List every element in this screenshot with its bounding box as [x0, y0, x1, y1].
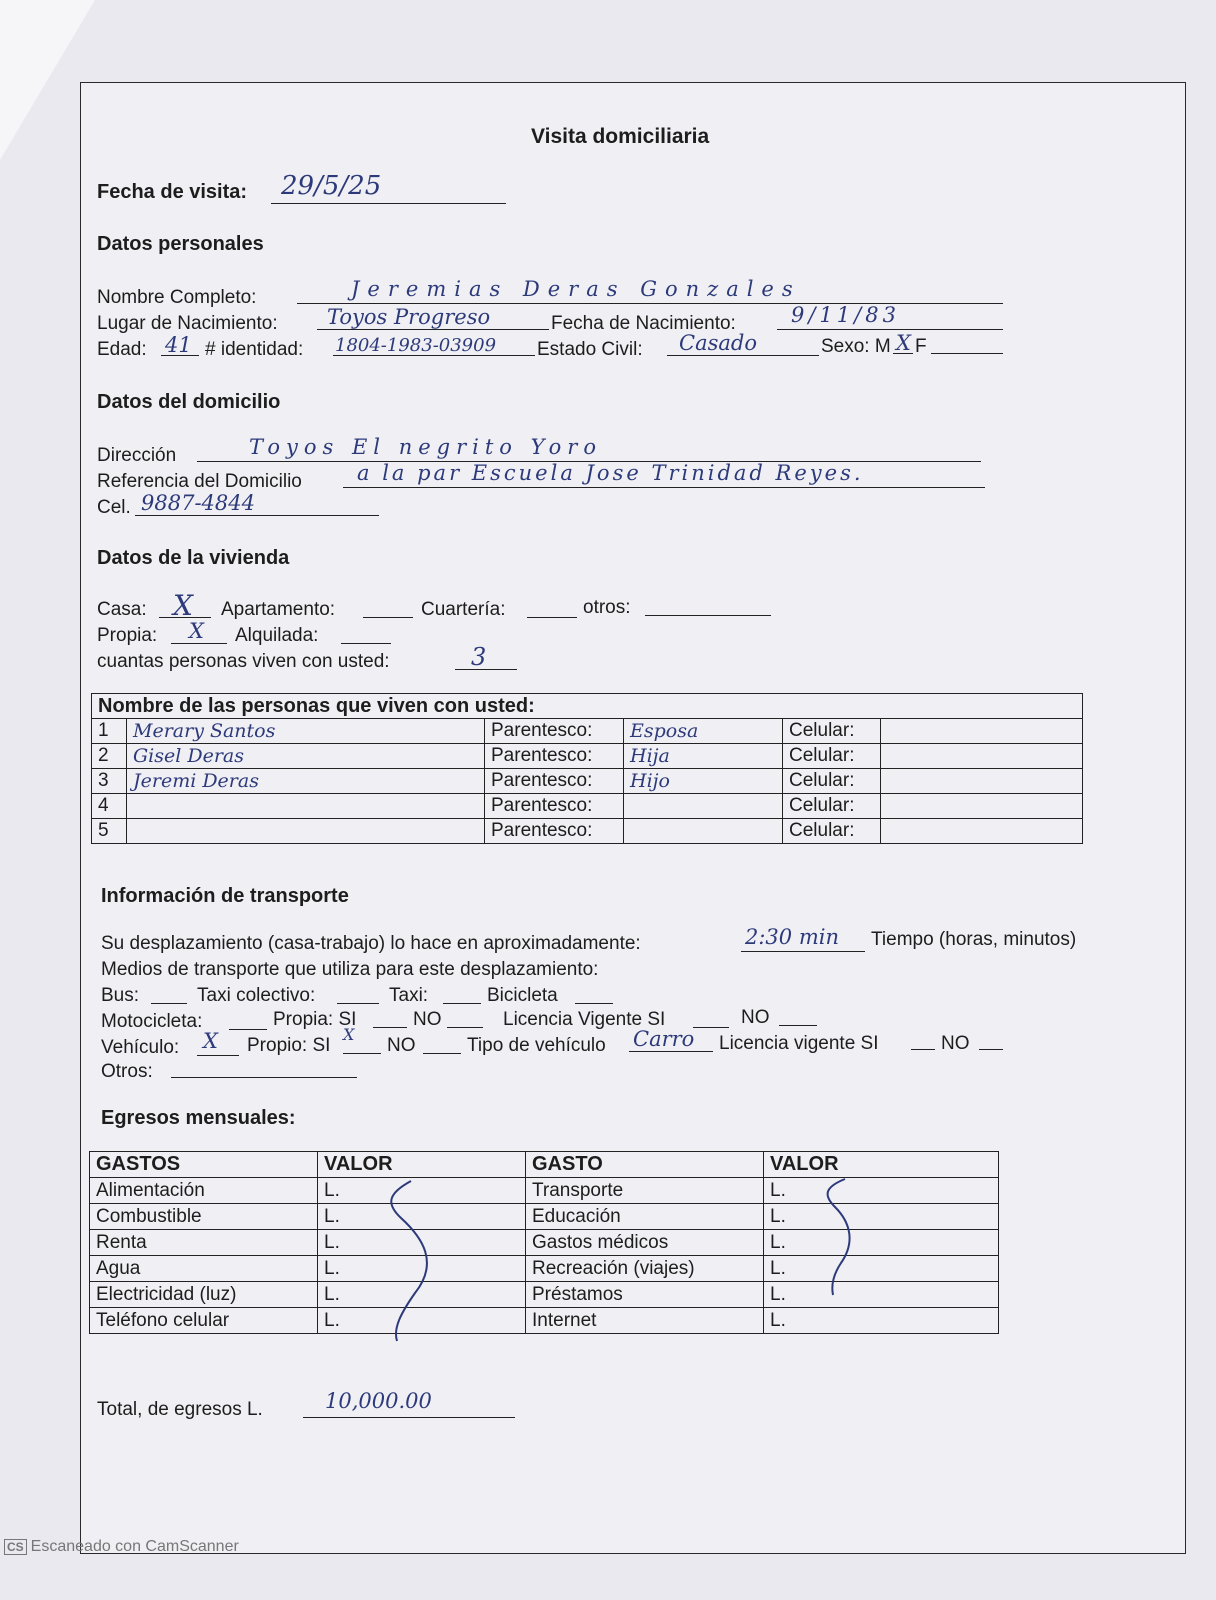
civil-label: Estado Civil:	[537, 339, 643, 360]
expense-name: Gastos médicos	[526, 1230, 764, 1256]
count-value[interactable]: 3	[471, 643, 487, 671]
sex-f-line	[931, 353, 1003, 354]
total-value[interactable]: 10,000.00	[325, 1389, 432, 1413]
cuarteria-line	[527, 617, 577, 618]
expense-value[interactable]: L.	[318, 1178, 526, 1204]
expense-name: Recreación (viajes)	[526, 1256, 764, 1282]
otros-transport-label: Otros:	[101, 1061, 153, 1082]
relation-value[interactable]	[624, 819, 783, 844]
cell-value[interactable]	[881, 819, 1083, 844]
name-value[interactable]: Jeremias Deras Gonzales	[351, 277, 801, 301]
col-gastos: GASTOS	[90, 1152, 318, 1178]
age-label: Edad:	[97, 339, 147, 360]
table-row	[92, 794, 1083, 819]
cell-value[interactable]	[881, 794, 1083, 819]
moto-propia-label: Propia: SI	[273, 1009, 357, 1030]
propio-label: Propio: SI	[247, 1035, 331, 1056]
brace-mark-left	[371, 1173, 451, 1343]
tipo-label: Tipo de vehículo	[467, 1035, 606, 1056]
cell-label: Celular:	[783, 769, 881, 794]
visit-date-value[interactable]: 29/5/25	[281, 171, 382, 201]
brace-mark-right	[811, 1173, 871, 1303]
expense-name: Transporte	[526, 1178, 764, 1204]
address-value[interactable]: Toyos El negrito Yoro	[249, 435, 602, 459]
housing-heading: Datos de la vivienda	[97, 547, 290, 569]
licencia2-no-label: NO	[941, 1033, 970, 1054]
otros-label: otros:	[583, 597, 631, 618]
id-value[interactable]: 1804-1983-03909	[335, 335, 497, 356]
name-label: Nombre Completo:	[97, 287, 257, 308]
otros-transport-line	[171, 1077, 357, 1078]
expense-value[interactable]: L.	[764, 1308, 999, 1334]
cel-value[interactable]: 9887-4844	[141, 491, 255, 515]
cell-value[interactable]	[881, 769, 1083, 794]
expense-name: Educación	[526, 1204, 764, 1230]
birthdate-label: Fecha de Nacimiento:	[551, 313, 736, 334]
licencia-no-label: NO	[741, 1007, 770, 1028]
expense-name: Renta	[90, 1230, 318, 1256]
scanner-footer	[4, 1538, 239, 1556]
birthdate-line	[777, 329, 1003, 330]
licencia-si-line	[693, 1027, 729, 1028]
apartamento-line	[363, 617, 413, 618]
bici-label: Bicicleta	[487, 985, 558, 1006]
visit-date-line	[271, 203, 506, 204]
relation-label: Parentesco:	[485, 769, 624, 794]
taxi-col-label: Taxi colectivo:	[197, 985, 316, 1006]
expense-value[interactable]: L.	[764, 1230, 999, 1256]
expense-value[interactable]: L.	[764, 1204, 999, 1230]
cell-value[interactable]	[881, 744, 1083, 769]
personal-heading: Datos personales	[97, 233, 264, 255]
birthdate-value[interactable]: 9/11/83	[791, 303, 900, 327]
propia-label: Propia:	[97, 625, 158, 646]
commute-label: Su desplazamiento (casa-trabajo) lo hace en aproximadamente:	[101, 933, 641, 954]
row-number: 4	[92, 794, 127, 819]
taxi-label: Taxi:	[389, 985, 429, 1006]
expense-name: Préstamos	[526, 1282, 764, 1308]
moto-no-label: NO	[413, 1009, 442, 1030]
birthplace-line	[317, 329, 549, 330]
person-name[interactable]	[127, 794, 485, 819]
bici-line	[575, 1003, 613, 1004]
count-label: cuantas personas viven con usted:	[97, 651, 390, 672]
civil-line	[667, 355, 819, 356]
people-heading: Nombre de las personas que viven con usted:	[92, 694, 1083, 719]
expense-name: Teléfono celular	[90, 1308, 318, 1334]
propia-mark[interactable]: X	[189, 619, 204, 643]
id-label: # identidad:	[205, 339, 304, 360]
cell-label: Celular:	[783, 819, 881, 844]
birthplace-value[interactable]: Toyos Progreso	[327, 305, 491, 329]
page-title: Visita domiciliaria	[531, 125, 710, 148]
propio-si-line	[343, 1053, 381, 1054]
means-label: Medios de transporte que utiliza para este desplazamiento:	[101, 959, 599, 980]
expense-value[interactable]: L.	[318, 1256, 526, 1282]
expense-value[interactable]: L.	[764, 1178, 999, 1204]
table-row	[92, 719, 1083, 744]
expense-value[interactable]: L.	[764, 1282, 999, 1308]
table-row	[90, 1308, 999, 1334]
birthplace-label: Lugar de Nacimiento:	[97, 313, 278, 334]
tipo-line	[629, 1051, 713, 1052]
reference-line	[343, 487, 985, 488]
table-row	[92, 819, 1083, 844]
licencia2-label: Licencia vigente SI	[719, 1033, 879, 1054]
camscanner-logo: CS	[4, 1539, 27, 1555]
sex-f-label: F	[915, 336, 927, 357]
domicile-heading: Datos del domicilio	[97, 391, 281, 413]
relation-label: Parentesco:	[485, 794, 624, 819]
cuarteria-label: Cuartería:	[421, 599, 506, 620]
bus-line	[151, 1003, 187, 1004]
col-valor: VALOR	[318, 1152, 526, 1178]
apartamento-label: Apartamento:	[221, 599, 336, 620]
table-row	[92, 744, 1083, 769]
alquilada-label: Alquilada:	[235, 625, 319, 646]
licencia2-si-line	[911, 1049, 935, 1050]
expense-value[interactable]: L.	[318, 1204, 526, 1230]
moto-si-line	[373, 1027, 407, 1028]
taxi-line	[443, 1003, 481, 1004]
civil-value[interactable]: Casado	[679, 331, 757, 355]
alquilada-line	[341, 643, 391, 644]
relation-value[interactable]: Hijo	[624, 769, 783, 794]
licencia2-no-line	[979, 1049, 1003, 1050]
propio-no-line	[423, 1053, 461, 1054]
form-page	[80, 82, 1186, 1554]
relation-label: Parentesco:	[485, 744, 624, 769]
col-valor-2: VALOR	[764, 1152, 999, 1178]
cell-value[interactable]	[881, 719, 1083, 744]
expense-value[interactable]: L.	[764, 1256, 999, 1282]
total-label: Total, de egresos L.	[97, 1399, 263, 1420]
propio-no-label: NO	[387, 1035, 416, 1056]
address-label: Dirección	[97, 445, 177, 466]
expense-name: Combustible	[90, 1204, 318, 1230]
sex-label: Sexo: M	[821, 336, 891, 357]
bus-label: Bus:	[101, 985, 140, 1006]
casa-label: Casa:	[97, 599, 147, 620]
cel-label: Cel.	[97, 497, 131, 518]
tipo-value[interactable]: Carro	[633, 1027, 695, 1051]
sex-mark[interactable]: X	[896, 331, 911, 355]
visit-date-label: Fecha de visita:	[97, 181, 248, 203]
col-gasto: GASTO	[526, 1152, 764, 1178]
commute-value[interactable]: 2:30 min	[745, 925, 839, 949]
vehiculo-line	[197, 1055, 239, 1056]
person-name[interactable]: Gisel Deras	[127, 744, 485, 769]
reference-value[interactable]: a la par Escuela Jose Trinidad Reyes.	[357, 461, 864, 485]
expense-name: Alimentación	[90, 1178, 318, 1204]
relation-label: Parentesco:	[485, 719, 624, 744]
expense-name: Electricidad (luz)	[90, 1282, 318, 1308]
cel-line	[135, 515, 379, 516]
row-number: 3	[92, 769, 127, 794]
cell-label: Celular:	[783, 744, 881, 769]
person-name[interactable]: Jeremi Deras	[127, 769, 485, 794]
scanner-text: Escaneado con CamScanner	[30, 1538, 239, 1555]
otros-line	[645, 615, 771, 616]
reference-label: Referencia del Domicilio	[97, 471, 302, 492]
licencia-no-line	[779, 1025, 817, 1026]
moto-line	[229, 1029, 267, 1030]
row-number: 5	[92, 819, 127, 844]
moto-no-line	[447, 1027, 483, 1028]
cell-label: Celular:	[783, 794, 881, 819]
relation-label: Parentesco:	[485, 819, 624, 844]
moto-label: Motocicleta:	[101, 1011, 203, 1032]
expense-name: Agua	[90, 1256, 318, 1282]
relation-value[interactable]	[624, 794, 783, 819]
licencia-label: Licencia Vigente SI	[503, 1009, 666, 1030]
relation-value[interactable]: Hija	[624, 744, 783, 769]
vehiculo-label: Vehículo:	[101, 1037, 180, 1058]
taxi-col-line	[337, 1003, 379, 1004]
cell-label: Celular:	[783, 719, 881, 744]
vehiculo-mark[interactable]: X	[203, 1029, 218, 1053]
expense-value[interactable]: L.	[318, 1308, 526, 1334]
casa-mark[interactable]: X	[173, 589, 193, 622]
transport-heading: Información de transporte	[101, 885, 349, 907]
propio-mark[interactable]: X	[343, 1025, 355, 1044]
table-row	[92, 769, 1083, 794]
expense-value[interactable]: L.	[318, 1282, 526, 1308]
expense-name: Internet	[526, 1308, 764, 1334]
person-name[interactable]: Merary Santos	[127, 719, 485, 744]
people-table	[91, 693, 1083, 844]
propia-line	[171, 643, 227, 644]
relation-value[interactable]: Esposa	[624, 719, 783, 744]
person-name[interactable]	[127, 819, 485, 844]
expenses-heading: Egresos mensuales:	[101, 1107, 296, 1129]
total-line	[303, 1417, 515, 1418]
age-value[interactable]: 41	[165, 333, 192, 357]
commute-unit: Tiempo (horas, minutos)	[871, 929, 1077, 950]
expense-value[interactable]: L.	[318, 1230, 526, 1256]
commute-line	[741, 951, 865, 952]
row-number: 1	[92, 719, 127, 744]
row-number: 2	[92, 744, 127, 769]
